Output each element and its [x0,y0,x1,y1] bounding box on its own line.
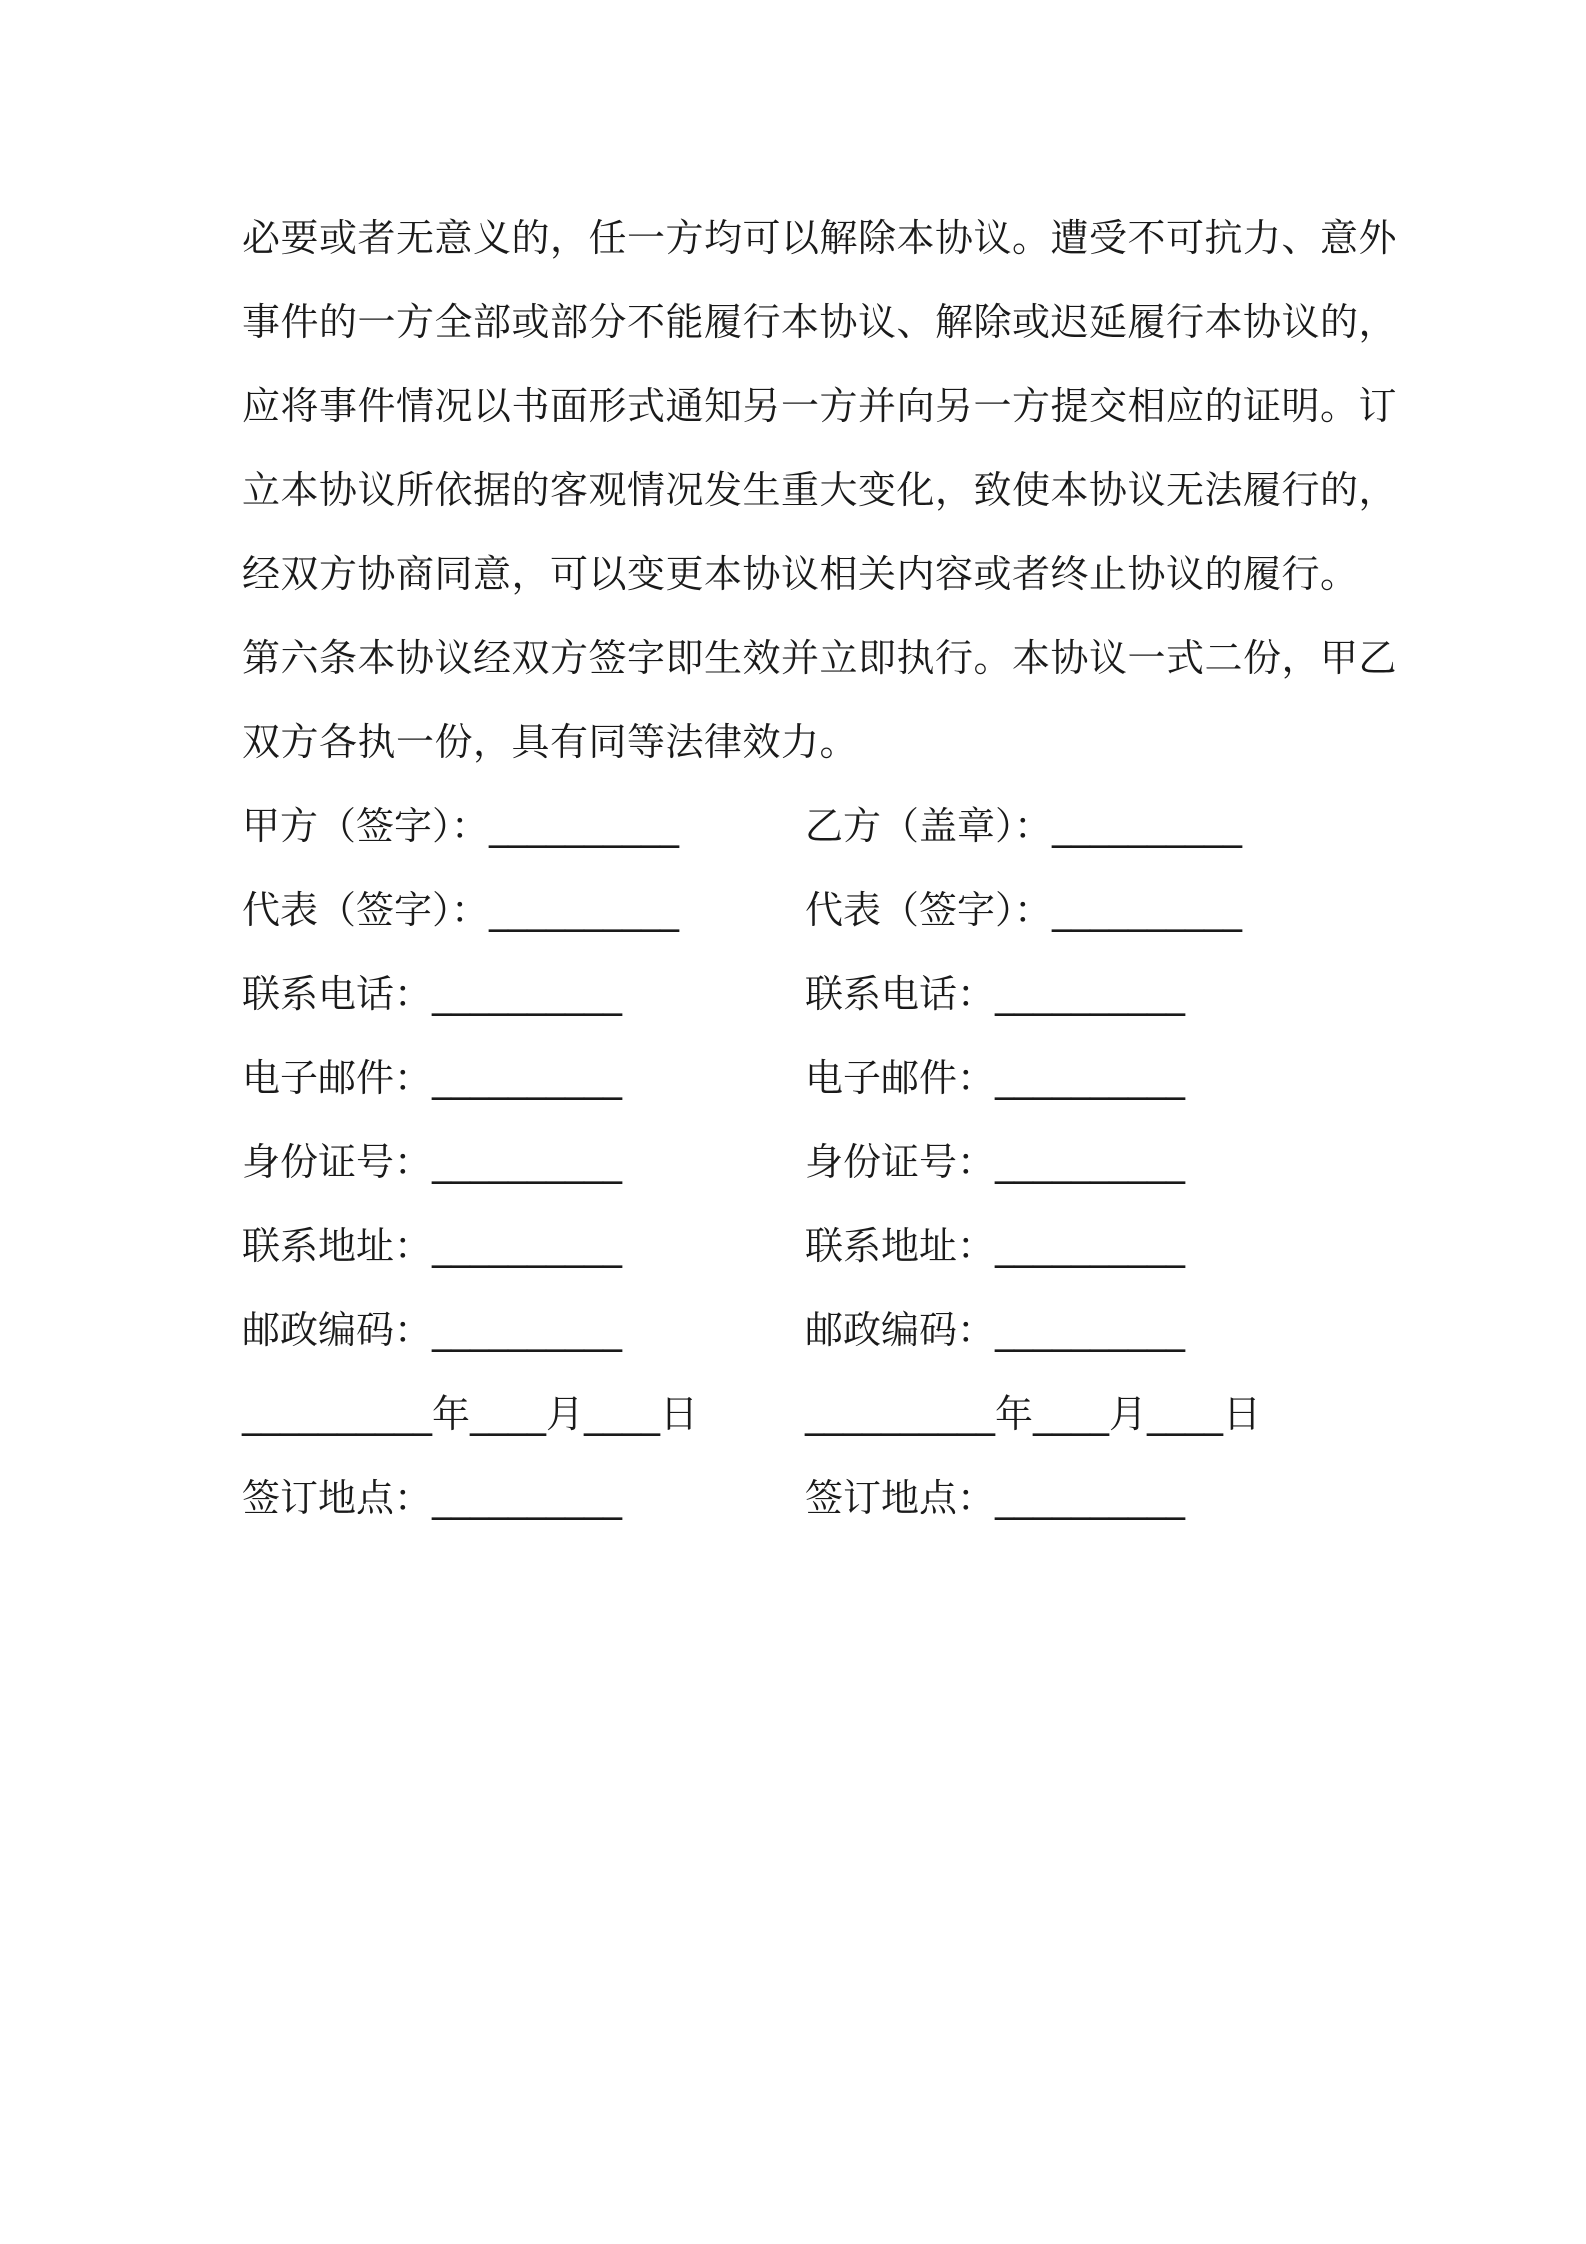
paragraph-line: 经双方协商同意，可以变更本协议相关内容或者终止协议的履行。 [242,552,1359,596]
party-a-id-number-field: 身份证号：__________ [242,1140,623,1184]
signature-row-party [242,784,1362,868]
party-a-signing-location-field: 签订地点：__________ [242,1476,623,1520]
signature-row-id-number [242,1120,1362,1204]
party-a-postal-code-field: 邮政编码：__________ [242,1308,623,1352]
party-a-signature-field: 甲方（签字）：__________ [242,804,680,848]
party-b-address-field: 联系地址：__________ [805,1224,1186,1268]
paragraph-line: 必要或者无意义的，任一方均可以解除本协议。遭受不可抗力、意外 [242,216,1398,260]
paragraph-line: 应将事件情况以书面形式通知另一方并向另一方提交相应的证明。订 [242,384,1398,428]
party-b-phone-field: 联系电话：__________ [805,972,1186,1016]
paragraph-line: 事件的一方全部或部分不能履行本协议、解除或迟延履行本协议的， [242,300,1398,344]
party-b-signing-location-field: 签订地点：__________ [805,1476,1186,1520]
signature-row-date [242,1372,1362,1456]
party-a-date-field: __________年____月____日 [242,1392,699,1436]
paragraph-line: 双方各执一份，具有同等法律效力。 [242,720,859,764]
signature-row-representative [242,868,1362,952]
signature-row-phone [242,952,1362,1036]
article-six-line: 第六条本协议经双方签字即生效并立即执行。本协议一式二份，甲乙 [242,636,1398,680]
party-b-postal-code-field: 邮政编码：__________ [805,1308,1186,1352]
signature-row-email [242,1036,1362,1120]
party-b-email-field: 电子邮件：__________ [805,1056,1186,1100]
party-a-email-field: 电子邮件：__________ [242,1056,623,1100]
signature-row-location [242,1456,1362,1540]
paragraph-line: 立本协议所依据的客观情况发生重大变化，致使本协议无法履行的， [242,468,1398,512]
signature-row-address [242,1204,1362,1288]
party-a-address-field: 联系地址：__________ [242,1224,623,1268]
signature-row-postal-code [242,1288,1362,1372]
party-a-representative-field: 代表（签字）：__________ [242,888,680,932]
party-a-phone-field: 联系电话：__________ [242,972,623,1016]
party-b-seal-field: 乙方（盖章）：__________ [805,804,1243,848]
document-content [242,196,1398,1540]
party-b-representative-field: 代表（签字）：__________ [805,888,1243,932]
party-b-date-field: __________年____月____日 [805,1392,1262,1436]
party-b-id-number-field: 身份证号：__________ [805,1140,1186,1184]
